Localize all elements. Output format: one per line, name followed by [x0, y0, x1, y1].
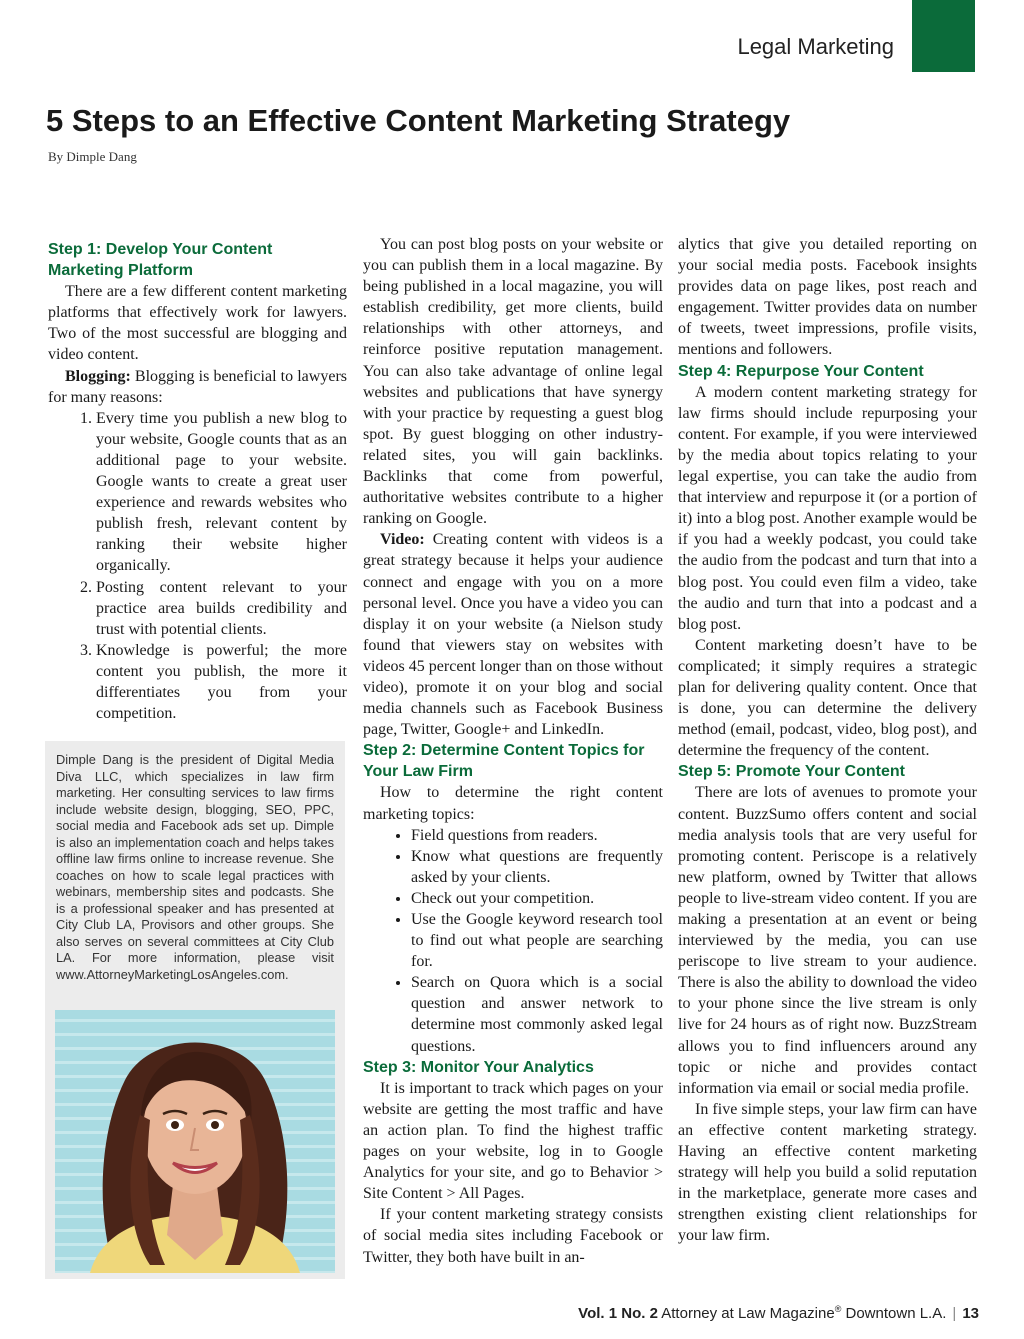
footer-volume: Vol. 1 No. 2	[578, 1305, 658, 1322]
byline: By Dimple Dang	[48, 149, 137, 164]
list-item: 3. Knowledge is powerful; the more content you publish, the more it differentiates you from your competition.	[96, 640, 347, 724]
column-1	[48, 234, 347, 724]
author-portrait-illustration	[55, 1010, 335, 1273]
step3-paragraph-1: It is important to track which pages on your website are getting the most traffic and have an action plan. To find the highest traffic pages on your website, log in to Google Analytics for your site, and go to Behavior > Site Content > All Pages.	[363, 1079, 663, 1203]
blogging-text: Blogging is beneficial to lawyers for many reasons:	[48, 367, 347, 406]
author-bio-box	[45, 741, 345, 1279]
list-item: 1. Every time you publish a new blog to your website, Google counts that as an additional page to your website. Google wants to create a great user experience and rewards websites who publish fresh, relevant content by ranking their website higher organically.	[96, 408, 347, 577]
step3-paragraph-2: If your content marketing strategy consists of social media sites including Facebook or Twitter, they both have built in an-	[363, 1206, 663, 1266]
footer-edition: Downtown L.A.	[841, 1305, 947, 1322]
step2-heading: Step 2: Determine Content Topics for Your Law Firm	[363, 742, 645, 781]
page-footer	[578, 1304, 979, 1322]
list-item: • Field questions from readers.	[411, 825, 663, 846]
section-label: Legal Marketing	[737, 34, 894, 59]
footer-registered-mark: ®	[834, 1304, 842, 1314]
list-item: • Search on Quora which is a social question and answer network to determine most commonly asked legal questions.	[411, 972, 663, 1056]
article-title: 5 Steps to an Effective Content Marketing Strategy	[46, 103, 791, 138]
topics-list	[363, 825, 663, 1057]
step1-heading: Step 1: Develop Your Content Marketing Platform	[48, 241, 273, 280]
step4-paragraph-2: Content marketing doesn’t have to be complicated; it simply requires a strategic plan for delivering quality content. Once that is done, you can determine the delivery method (email, podcast, video, blog post), and determine the frequency of the content.	[678, 636, 977, 760]
blogging-label: Blogging:	[65, 367, 131, 385]
footer-magazine: Attorney at Law Magazine	[657, 1305, 835, 1322]
reasons-list	[48, 408, 347, 724]
step5-paragraph-2: In five simple steps, your law firm can have an effective content marketing strategy. Having an effective content marketing strategy will help you build a solid reputation in the marketplace, generate more cases and strengthen existing client relationships for your law firm.	[678, 1100, 977, 1245]
column-3	[678, 234, 977, 1247]
col3-paragraph: alytics that give you detailed reporting on your social media posts. Facebook insights provides data on page likes, post reach and engagement. Twitter provides data on number of tweets, tweet impressions, profile visits, mentions and followers.	[678, 236, 977, 359]
list-item: • Know what questions are frequently asked by your clients.	[411, 846, 663, 888]
page-number: 13	[962, 1305, 979, 1322]
list-item: 2. Posting content relevant to your practice area builds credibility and trust with potential clients.	[96, 577, 347, 640]
step2-intro: How to determine the right content marketing topics:	[363, 784, 663, 823]
step4-heading: Step 4: Repurpose Your Content	[678, 362, 924, 380]
author-bio: Dimple Dang is the president of Digital Media Diva LLC, which specializes in law firm marketing. Her consulting services to law firms include website design, blogging, SEO, PPC, social media and Facebook ads set up. Dimple is also an implementation coach and helps takes offline law firms online to increase revenue. She coaches on how to scale legal practices with webinars, membership sites and podcasts. She is a professional speaker and has presented at City Club LA, Provisors and other groups. She also serves on several committees at City Club LA. For more information, please visit www.AttorneyMarketingLosAngeles.com.	[56, 752, 334, 982]
video-paragraph	[363, 529, 663, 740]
footer-separator: |	[952, 1305, 957, 1322]
column-2	[363, 234, 663, 1268]
step3-heading: Step 3: Monitor Your Analytics	[363, 1058, 594, 1076]
step5-heading: Step 5: Promote Your Content	[678, 763, 905, 781]
col1-paragraph: There are a few different content marketing platforms that effectively work for lawyers. Two of the most successful are blogging and video content.	[48, 283, 347, 364]
video-text: Creating content with videos is a great strategy because it helps your audience connect and engage with you on a more personal level. Once you have a video you can display it on your website (a Nielson study found that viewers stay on websites with videos 45 percent longer than on those without video), promote it on your blog and social media channels such as Facebook Business page, Twitter, Google+ and LinkedIn.	[363, 531, 663, 739]
video-label: Video:	[380, 531, 425, 549]
section-color-tab	[912, 0, 975, 72]
author-photo	[55, 1010, 335, 1273]
step4-paragraph-1: A modern content marketing strategy for law firms should include repurposing your content. For example, if you were interviewed by the media about topics relating to your legal expertise, you can take the audio from that interview and repurpose it (or a portion of it) into a blog post. Another example would be if you had a weekly podcast, you could take the audio from the podcast and turn that into a blog post. You could even film a video, take the audio and turn that into a podcast and a blog post.	[678, 383, 977, 633]
list-item: • Use the Google keyword research tool to find out what people are searching for.	[411, 909, 663, 972]
step5-paragraph-1: There are lots of avenues to promote your content. BuzzSumo offers content and social media analysis tools that are very useful for promoting content. Periscope is a relatively new platform, owned by Twitter that allows people to live-stream video content. If you are making a presentation at an event or being interviewed by the media, you can use periscope to live stream to your audience. There is also the ability to download the video to your phone since the live stream is only live for 24 hours as of right now. BuzzStream allows you to find influencers around any topic or niche and provides contact information via email or social media profile.	[678, 784, 977, 1097]
list-item: • Check out your competition.	[411, 888, 663, 909]
blogging-paragraph	[48, 366, 347, 408]
col2-paragraph: You can post blog posts on your website or you can publish them in a local magazine. By being published in a local magazine, you will establish credibility, get more clients, build relationships with other attorneys, and reinforce positive reputation management. You can also take advantage of online legal websites and publications that have synergy with your practice by requesting a guest blog spot. By guest blogging on other industry-related sites, you will gain backlinks. Backlinks that come from powerful, authoritative websites contribute to a higher ranking on Google.	[363, 236, 663, 528]
